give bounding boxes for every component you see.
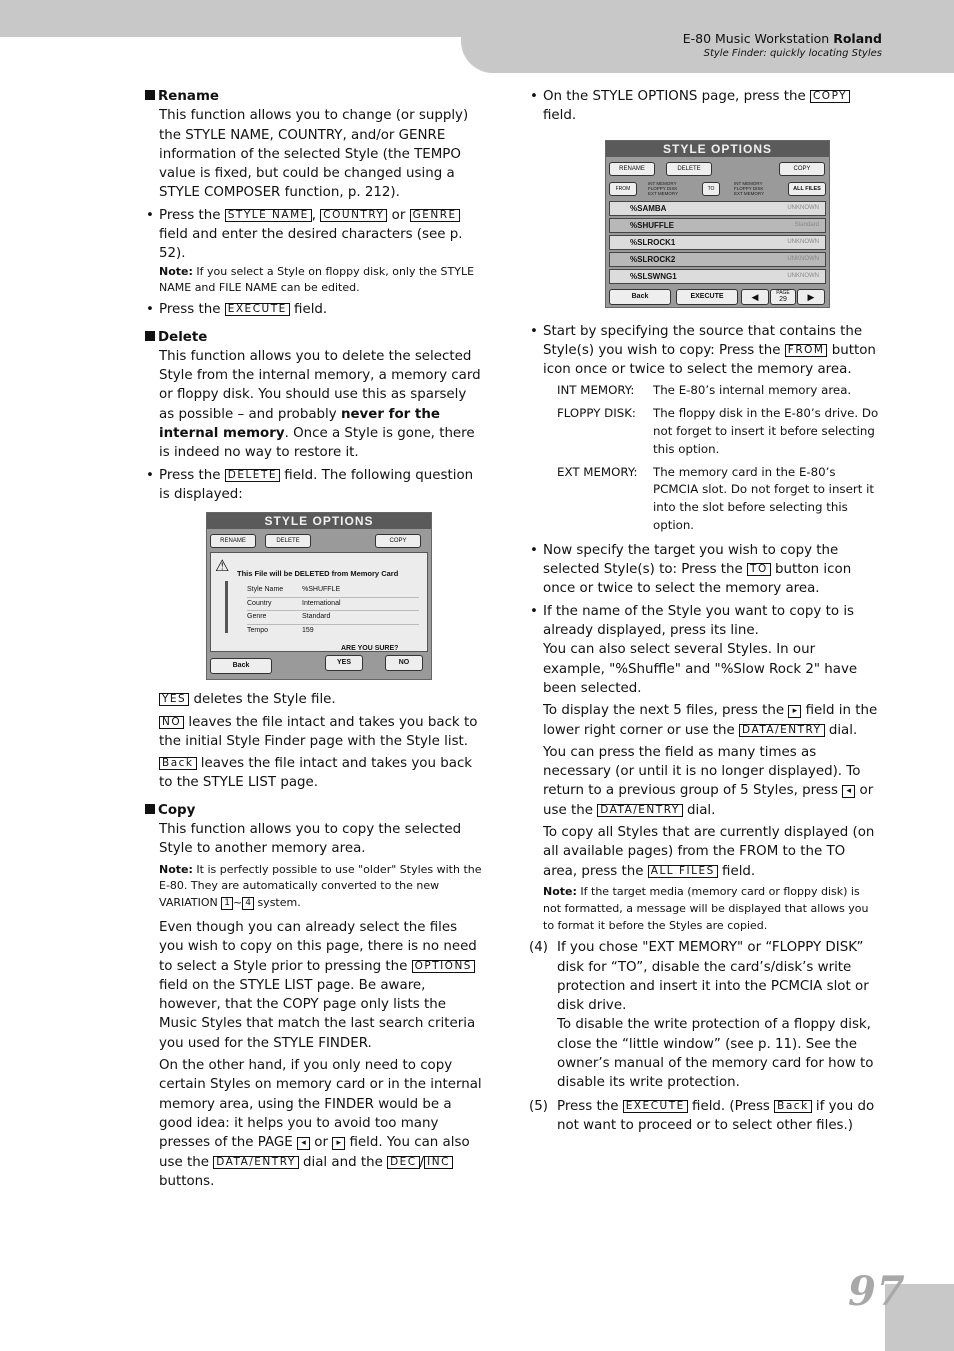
key-execute: EXECUTE <box>225 303 290 316</box>
rename-note: Note: If you select a Style on floppy disk, only the STYLE NAME and FILE NAME can be edited. <box>159 264 475 295</box>
yes-description: YES deletes the Style file. <box>159 690 485 709</box>
step-4-detail: To disable the write protection of a floppy disk, close the “little window” (see p. 11). See the owner’s manual of the memory card for how to disable its write protection. <box>557 1017 874 1091</box>
page-number: 97 <box>848 1268 906 1315</box>
back-button[interactable]: Back <box>609 289 671 305</box>
from-button[interactable]: FROM <box>609 182 637 196</box>
style-row[interactable]: %SAMBA UNKNOWN <box>609 201 826 216</box>
no-description: NO leaves the file intact and takes you back to the initial Style Finder page with the Style list. <box>159 714 478 749</box>
step-5: (5) Press the EXECUTE field. (Press Back if you do not want to proceed or to select other files.) <box>529 1098 875 1133</box>
key-back: Back <box>774 1100 812 1113</box>
screen-title: STYLE OPTIONS <box>606 141 829 157</box>
key-4: 4 <box>242 897 254 910</box>
key-country: COUNTRY <box>320 209 387 222</box>
warning-icon: ⚠ <box>215 558 230 576</box>
header-title: E-80 Music Workstation Roland <box>682 31 882 46</box>
style-row-selected[interactable]: %SHUFFLE Standard <box>609 218 826 233</box>
selection-text: You can also select several Styles. In our example, "%Shuffle" and "%Slow Rock 2" have been selected. <box>543 642 858 696</box>
key-options: OPTIONS <box>412 960 475 973</box>
yes-button[interactable]: YES <box>325 655 363 671</box>
brand: Roland <box>833 31 882 46</box>
list-item: • Press the STYLE NAME , COUNTRY or GENRE field and enter the desired characters (see p. 52). Note: If you select a Style on floppy disk, only the STYLE NAME and FILE NAME can be edited. <box>159 206 485 297</box>
right-column <box>529 87 881 1138</box>
page-forward-arrow-icon[interactable]: ▶ <box>797 289 825 305</box>
key-to: TO <box>747 563 771 576</box>
style-row[interactable]: %SLSWNG1 UNKNOWN <box>609 269 826 284</box>
next-files-text: To display the next 5 files, press the ▸ field in the lower right corner or use the DATA/ENTRY dial. <box>543 703 878 738</box>
page-indicator: PAGE 29 <box>770 289 796 305</box>
copy-paragraph-2: Even though you can already select the files you wish to copy on this page, there is no need to select a Style prior to pressing the OPTIONS field on the STYLE LIST page. Be aware, however, that the COPY page only lists the Music Styles that match the last search criteria you used for the STYLE FINDER. <box>159 920 477 1051</box>
style-row[interactable]: %SLROCK1 UNKNOWN <box>609 235 826 250</box>
all-files-text: To copy all Styles that are currently displayed (on all available pages) from the FROM to the TO area, press the ALL FILES field. <box>543 825 875 879</box>
format-note: Note: If the target media (memory card or floppy disk) is not formatted, a message will be displayed that allows you to format it before the Styles are copied. <box>543 884 869 932</box>
delete-button[interactable]: DELETE <box>666 162 712 176</box>
rename-button[interactable]: RENAME <box>210 534 256 548</box>
execute-button[interactable]: EXECUTE <box>676 289 738 305</box>
copy-button[interactable]: COPY <box>779 162 825 176</box>
delete-button[interactable]: DELETE <box>265 534 311 548</box>
key-delete: DELETE <box>225 469 280 482</box>
rename-heading: Rename <box>145 87 485 106</box>
key-from: FROM <box>785 344 828 357</box>
key-no: NO <box>159 716 184 729</box>
definition-row: EXT MEMORY: The memory card in the E-80’s PCMCIA slot. Do not forget to insert it into the slot before selecting this option. <box>557 464 874 533</box>
copy-paragraph: This function allows you to copy the selected Style to another memory area. <box>159 822 462 857</box>
step-4: (4) If you chose "EXT MEMORY" or “FLOPPY DISK” disk for “TO”, disable the card’s/disk’s write protection and insert it into the PCMCIA slot or disk drive. To disable the write protection of a floppy disk, close the “little window” (see p. 11). See the owner’s manual of the memory card for how to disable its write protection. <box>557 938 881 1092</box>
list-item: • On the STYLE OPTIONS page, press the COPY field. <box>543 87 881 126</box>
style-row-selected[interactable]: %SLROCK2 UNKNOWN <box>609 252 826 267</box>
to-button[interactable]: TO <box>702 182 720 196</box>
key-style-name: STYLE NAME <box>225 209 312 222</box>
key-data-entry: DATA/ENTRY <box>739 724 825 737</box>
warning-panel <box>210 552 428 652</box>
key-execute: EXECUTE <box>623 1100 688 1113</box>
definition-row: FLOPPY DISK: The floppy disk in the E-80’s drive. Do not forget to insert it before selecting this option. <box>557 406 879 456</box>
key-data-entry: DATA/ENTRY <box>597 804 683 817</box>
warning-text: This File will be DELETED from Memory Card <box>237 569 399 579</box>
copy-paragraph-3: On the other hand, if you only need to copy certain Styles on memory card or in the internal memory area, using the FINDER would be a good idea: it helps you to avoid too many presses of the PAGE ◂ or ▸ field. You can also use the DATA/ENTRY dial and the DEC / INC buttons. <box>159 1058 482 1189</box>
key-back: Back <box>159 757 197 770</box>
delete-heading: Delete <box>145 328 485 347</box>
page-back-arrow-icon[interactable]: ◀ <box>741 289 769 305</box>
key-data-entry: DATA/ENTRY <box>213 1156 299 1169</box>
delete-dialog-screenshot <box>206 512 432 680</box>
copy-button[interactable]: COPY <box>375 534 421 548</box>
key-genre: GENRE <box>410 209 460 222</box>
key-1: 1 <box>221 897 233 910</box>
previous-files-text: You can press the field as many times as necessary (or until it is no longer displayed). To return to a previous group of 5 Styles, press ◂ or use the DATA/ENTRY dial. <box>543 744 874 818</box>
header-subtitle: Style Finder: quickly locating Styles <box>703 48 882 59</box>
previous-arrow-icon: ◂ <box>842 785 855 798</box>
left-column <box>145 87 485 1194</box>
info-row: Country International <box>247 598 419 612</box>
info-row: Genre Standard <box>247 611 419 625</box>
info-row: Style Name %SHUFFLE <box>247 584 419 598</box>
rename-button[interactable]: RENAME <box>609 162 655 176</box>
screen-title: STYLE OPTIONS <box>207 513 431 529</box>
list-item: • Press the EXECUTE field. <box>146 302 328 318</box>
from-memory-options: INT MEMORY FLOPPY DISK EXT MEMORY <box>648 180 679 196</box>
key-all-files: ALL FILES <box>648 865 718 878</box>
to-memory-options: INT MEMORY FLOPPY DISK EXT MEMORY <box>734 180 765 196</box>
list-item: • Press the DELETE field. The following question is displayed: <box>146 467 474 502</box>
delete-paragraph: This function allows you to delete the selected Style from the internal memory, a memory card or floppy disk. You should use this as sparsely as possible – and probably never for the internal memory. Once a Style is gone, there is indeed no way to restore it. <box>159 348 481 461</box>
copy-heading: Copy <box>145 801 485 820</box>
confirm-question: ARE YOU SURE? <box>341 645 399 653</box>
page-left-arrow-icon: ◂ <box>297 1137 310 1150</box>
all-files-button[interactable]: ALL FILES <box>788 182 826 196</box>
key-copy: COPY <box>810 90 850 103</box>
info-row: Tempo 159 <box>247 626 314 634</box>
list-item: • Start by specifying the source that contains the Style(s) you wish to copy: Press the FROM button icon once or twice to select the memory area. <box>530 323 876 378</box>
next-arrow-icon: ▸ <box>788 705 801 718</box>
definition-row: INT MEMORY: The E-80’s internal memory area. <box>557 383 852 398</box>
copy-note: Note: It is perfectly possible to use "older" Styles with the E-80. They are automatically converted to the new VARIATION 1 ~ 4 system. <box>159 862 482 910</box>
back-button[interactable]: Back <box>210 658 272 674</box>
memory-definitions <box>557 382 881 534</box>
key-inc: INC <box>424 1156 453 1169</box>
rename-paragraph: This function allows you to change (or supply) the STYLE NAME, COUNTRY, and/or GENRE information of the selected Style (the TEMPO value is fixed, but could be changed using a STYLE COMPOSER function, p. 212). <box>159 108 469 201</box>
list-item: • If the name of the Style you want to copy to is already displayed, press its line. You can also select several Styles. In our example, "%Shuffle" and "%Slow Rock 2" have been selected. To display the next 5 files, press the ▸ field in the lower right corner or use the DATA/ENTRY dial. You can press the field as many times as necessary (or until it is no longer displayed). To return to a previous group of 5 Styles, press ◂ or use the DATA/ENTRY dial. To copy all Styles that are currently displayed (on all available pages) from the FROM to the TO area, press the ALL FILES field. Note: If the target media (memory card or floppy disk) is not formatted, a message will be displayed that allows you to format it before the Styles are copied. <box>543 602 881 935</box>
file-info <box>247 584 419 637</box>
binder-rings-icon <box>225 581 238 633</box>
back-description: Back leaves the file intact and takes you back to the STYLE LIST page. <box>159 756 473 791</box>
copy-screen-screenshot <box>605 140 830 308</box>
key-dec: DEC <box>387 1156 420 1169</box>
list-item: • Now specify the target you wish to copy the selected Style(s) to: Press the TO button icon once or twice to select the memory area. <box>530 542 852 597</box>
key-yes: YES <box>159 693 189 706</box>
no-button[interactable]: NO <box>385 655 423 671</box>
page-right-arrow-icon: ▸ <box>332 1137 345 1150</box>
